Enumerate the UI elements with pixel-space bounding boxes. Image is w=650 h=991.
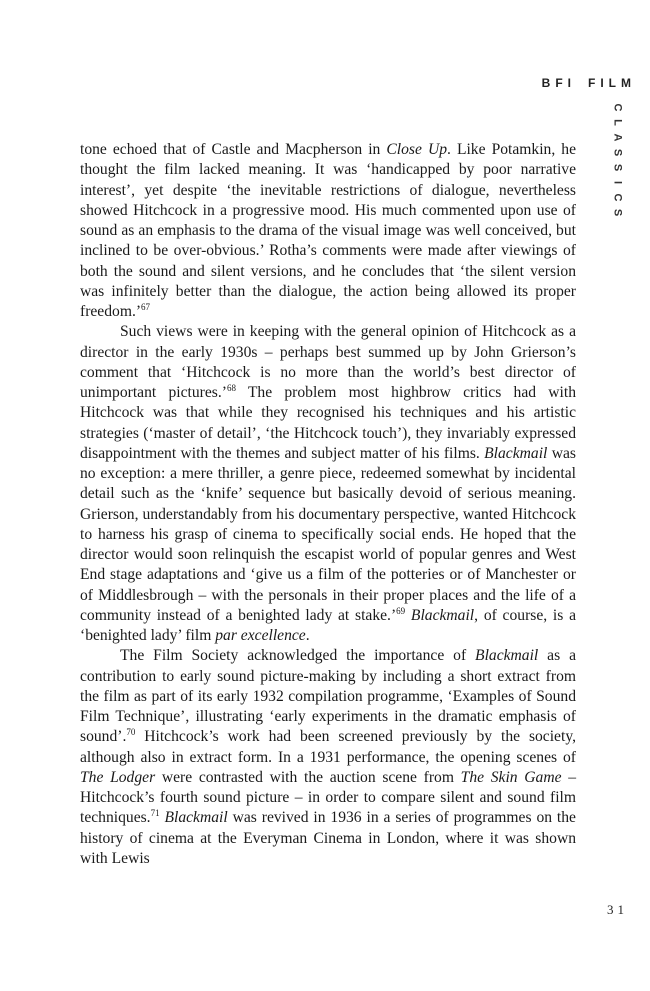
text-run: , of course, is a ‘benighted lady’ film	[80, 606, 576, 644]
vertical-letter: I	[611, 180, 624, 185]
italic-title: Blackmail	[484, 444, 548, 462]
italic-title: Close Up	[386, 141, 448, 158]
page-number: 31	[607, 902, 628, 917]
text-run: .	[305, 627, 310, 644]
text-run: The Film Society acknowledged the importance of	[120, 647, 476, 665]
text-run: . Like Potamkin, he thought the film lacked meaning. It was ‘handicapped by poor narrative interest’, yet despite ‘the inevitable restrictions of dialogue, nevertheless showed Hitchcock in a progressive mood. His much commented upon use of sound as an emphasis to the drama of the visual image was well conceived, but inclined to be over-obvious.’ Rotha’s comments were made after viewings of both the sound and silent versions, and he concludes that ‘the silent version was infinitely better than the dialogue, the action being allowed its proper freedom.’	[80, 141, 576, 320]
italic-title: The Lodger	[80, 768, 156, 786]
paragraph-3	[80, 646, 576, 869]
paragraph-2	[80, 322, 576, 646]
vertical-letter: L	[611, 119, 624, 126]
footnote-ref: 71	[150, 808, 160, 819]
text-run: were contrasted with the auction scene from	[155, 768, 461, 786]
vertical-letter: S	[611, 208, 624, 217]
vertical-letter: A	[611, 133, 624, 142]
vertical-letter: S	[611, 163, 624, 172]
footnote-ref: 69	[396, 605, 406, 616]
vertical-letter: C	[611, 103, 624, 112]
italic-title: The Skin Game	[460, 768, 562, 786]
footnote-ref: 67	[141, 301, 151, 312]
text-run: – Hitchcock’s fourth sound picture – in order to compare silent and sound film techniques.	[80, 768, 577, 827]
vertical-letter: C	[611, 193, 624, 202]
text-run: was revived in 1936 in a series of programmes on the history of cinema at the Everyman Cinema in London, where it was shown with Lewis	[80, 809, 576, 867]
series-word-film: FILM	[588, 76, 636, 90]
series-word-bfi: BFI	[541, 76, 576, 90]
vertical-series-label	[610, 100, 624, 220]
italic-title: par excellence	[215, 627, 306, 644]
italic-title: Blackmail	[475, 647, 539, 665]
vertical-letter: S	[611, 148, 624, 157]
italic-title: Blackmail	[410, 606, 475, 624]
footnote-ref: 70	[126, 727, 136, 738]
text-run: tone echoed that of Castle and Macpherson in	[80, 141, 387, 158]
text-run: Hitchcock’s work had been screened previously by the society, although also in extract form. In a 1931 performance, the opening scenes of	[80, 728, 576, 766]
footnote-ref: 68	[226, 382, 236, 393]
body-text	[80, 140, 576, 869]
text-run: Such views were in keeping with the general opinion of Hitchcock as a director in the early 1930s – perhaps best summed up by John Grierson’s comment that ‘Hitchcock is no more than the world’s best director of unimportant pictures.’	[80, 323, 576, 401]
text-run: was no exception: a mere thriller, a genre piece, redeemed somewhat by incidental detail such as the ‘knife’ sequence but basically devoid of serious meaning. Grierson, understandably from his documentary perspective, wanted Hitchcock to harness his grasp of cinema to specifically social ends. He hoped that the director would soon relinquish the escapist world of popular genres and West End stage adaptations and ‘give us a film of the potteries or of Manchester or of Middlesbrough – with the personals in their proper places and the life of a community instead of a benighted lady at stake.’	[80, 444, 576, 624]
text-run: as a contribution to early sound picture-making by including a short extract from the film as part of its early 1932 compilation programme, ‘Examples of Sound Film Technique’, illustrating ‘early experiments in the dramatic emphasis of sound’.	[80, 647, 576, 746]
italic-title: Blackmail	[164, 809, 228, 827]
text-run: The problem most highbrow critics had with Hitchcock was that while they recognised his techniques and his artistic strategies (‘master of detail’, ‘the Hitchcock touch’), they invariably expressed disappointment with the themes and subject matter of his films.	[80, 384, 577, 462]
paragraph-1	[80, 140, 576, 322]
running-header	[542, 76, 636, 90]
